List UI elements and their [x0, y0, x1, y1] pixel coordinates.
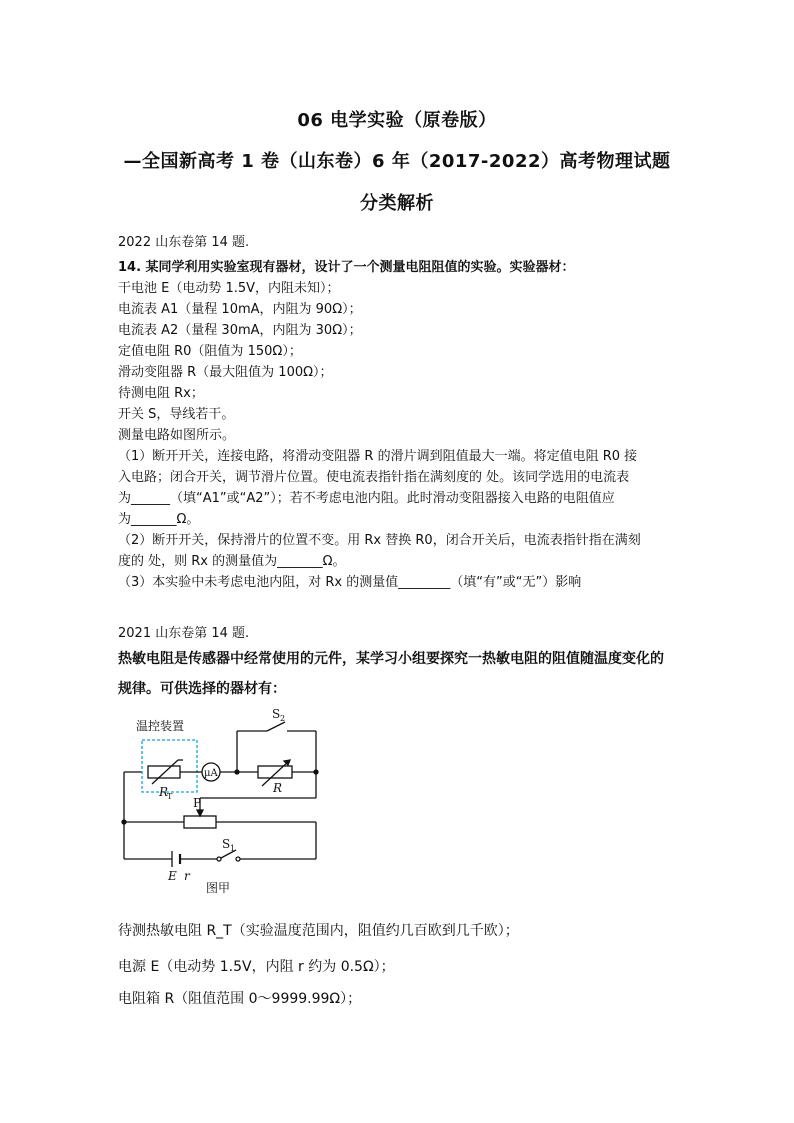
box-label: 温控装置 — [136, 719, 185, 733]
equipment-power-source: 电源 E（电动势 1.5V，内阻 r 约为 0.5Ω）； — [118, 959, 395, 975]
internal-resistance-label: r — [184, 869, 190, 883]
equipment-item: 开关 S，导线若干。 — [118, 407, 235, 422]
rt-subscript: T — [167, 792, 173, 801]
equipment-item: 待测电阻 Rx； — [118, 386, 204, 401]
figure-caption: 图甲 — [206, 881, 231, 895]
thermistor — [148, 766, 180, 778]
resistance-box — [258, 766, 292, 778]
meter-label: μA — [204, 768, 218, 779]
rheostat — [184, 816, 216, 828]
s1-subscript: 1 — [230, 844, 236, 853]
emf-label: E — [168, 869, 177, 883]
p-label: P — [193, 796, 202, 810]
s2-label: S — [272, 707, 281, 721]
question-intro: 热敏电阻是传感器中经常使用的元件，某学习小组要探究一热敏电阻的阻值随温度变化的 — [118, 651, 664, 667]
s2-subscript: 2 — [280, 714, 286, 723]
question-text: 度的 处，则 Rx 的测量值为_______Ω。 — [118, 554, 346, 569]
s1-label: S — [222, 837, 231, 851]
equipment-item: 定值电阻 R0（阻值为 150Ω）； — [118, 344, 302, 359]
doc-subtitle-2: 分类解析 — [360, 193, 434, 214]
equipment-thermistor: 待测热敏电阻 R_T（实验温度范围内，阻值约几百欧到几千欧）； — [118, 923, 519, 939]
question-text: 入电路；闭合开关，调节滑片位置。使电流表指针指在满刻度的 处。该同学选用的电流表 — [118, 470, 630, 485]
equipment-item: 电流表 A1（量程 10mA，内阻为 90Ω）； — [118, 302, 362, 317]
question-text: 为______（填“A1”或“A2”）；若不考虑电池内阻。此时滑动变阻器接入电路的电阻值应 — [118, 491, 615, 506]
source-2022: 2022 山东卷第 14 题. — [118, 235, 250, 250]
source-2021: 2021 山东卷第 14 题. — [118, 626, 250, 641]
question-intro: 规律。可供选择的器材有： — [118, 681, 286, 697]
r-label: R — [273, 781, 283, 795]
question-part-2: （2）断开开关，保持滑片的位置不变。用 Rx 替换 R0，闭合开关后，电流表指针指在满刻 — [118, 533, 641, 548]
question-part-1: （1）断开开关，连接电路，将滑动变阻器 R 的滑片调到阻值最大一端。将定值电阻 R0 接 — [118, 449, 638, 464]
equipment-resistance-box: 电阻箱 R（阻值范围 0～9999.99Ω）； — [118, 991, 362, 1007]
equipment-item: 干电池 E（电动势 1.5V，内阻未知）； — [118, 281, 340, 296]
equipment-item: 电流表 A2（量程 30mA，内阻为 30Ω）； — [118, 323, 362, 338]
doc-subtitle: —全国新高考 1 卷（山东卷）6 年（2017-2022）高考物理试题 — [123, 151, 671, 172]
question-stem: 14. 某同学利用实验室现有器材，设计了一个测量电阻阻值的实验。实验器材： — [118, 260, 575, 275]
doc-title: 06 电学实验（原卷版） — [297, 110, 497, 131]
equipment-item: 滑动变阻器 R（最大阻值为 100Ω）； — [118, 365, 333, 380]
question-text: 为_______Ω。 — [118, 512, 200, 527]
question-text: 测量电路如图所示。 — [118, 428, 236, 443]
rt-label: R — [159, 785, 169, 799]
question-part-3: （3）本实验中未考虑电池内阻，对 Rx 的测量值________（填“有”或“无”）影响 — [118, 575, 582, 590]
circuit-diagram — [110, 700, 340, 900]
